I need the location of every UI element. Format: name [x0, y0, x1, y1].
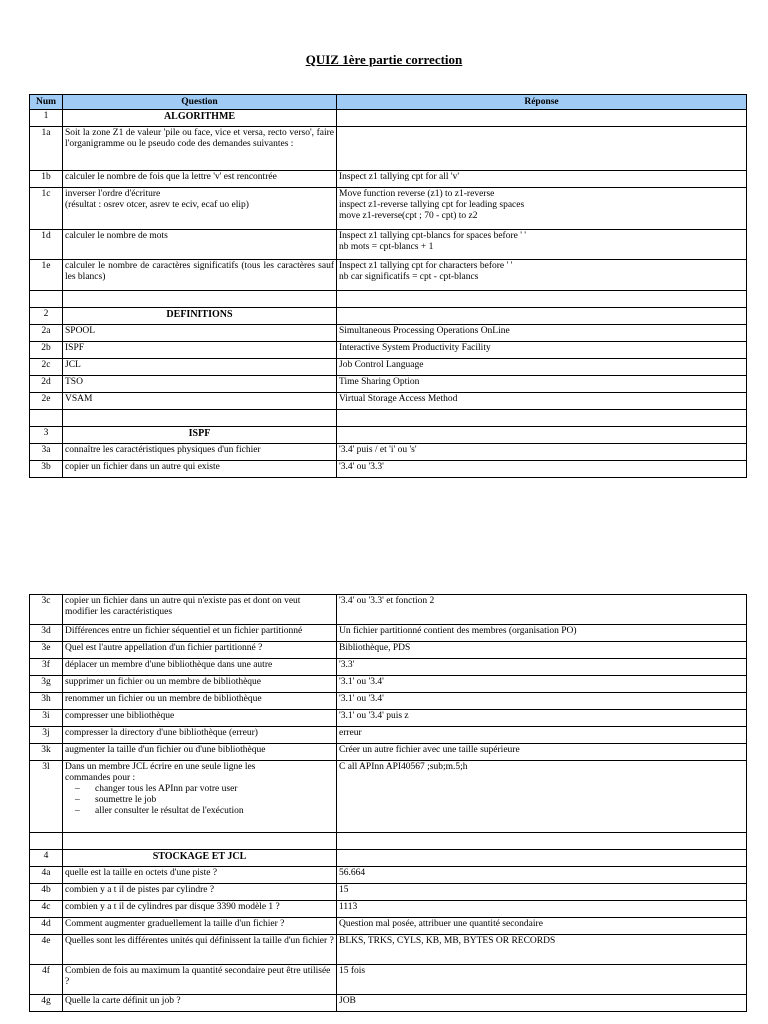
row-num: 3j	[30, 727, 63, 744]
row-answer: Bibliothèque, PDS	[337, 642, 747, 659]
row-num: 3b	[30, 461, 63, 478]
row-num: 3a	[30, 444, 63, 461]
table-row	[30, 995, 747, 1012]
table-row	[30, 642, 747, 659]
row-num: 2c	[30, 359, 63, 376]
empty-cell	[337, 410, 747, 427]
header-reponse: Réponse	[337, 95, 747, 110]
row-num: 1e	[30, 260, 63, 291]
row-answer: '3.4' puis / et 'i' ou 's'	[337, 444, 747, 461]
row-question: TSO	[63, 376, 337, 393]
section-title: STOCKAGE ET JCL	[63, 850, 337, 867]
row-answer: 1113	[337, 901, 747, 918]
row-question: JCL	[63, 359, 337, 376]
command-list	[65, 784, 334, 817]
row-question: copier un fichier dans un autre qui existe	[63, 461, 337, 478]
quiz-table-part-2	[29, 594, 747, 1012]
empty-cell	[337, 427, 747, 444]
row-answer	[337, 188, 747, 230]
question-line: inverser l'ordre d'écriture	[65, 189, 161, 199]
empty-cell	[63, 410, 337, 427]
table-row	[30, 359, 747, 376]
row-question	[63, 188, 337, 230]
row-answer: Simultaneous Processing Operations OnLine	[337, 325, 747, 342]
table-row	[30, 693, 747, 710]
section-row	[30, 308, 747, 325]
list-item: – soumettre le job	[95, 795, 334, 806]
row-answer: '3.4' ou '3.3'	[337, 461, 747, 478]
row-answer: erreur	[337, 727, 747, 744]
table-row	[30, 901, 747, 918]
row-num: 2b	[30, 342, 63, 359]
row-question: renommer un fichier ou un membre de bibliothèque	[63, 693, 337, 710]
row-answer: Interactive System Productivity Facility	[337, 342, 747, 359]
row-answer: Question mal posée, attribuer une quantité secondaire	[337, 918, 747, 935]
row-num: 1c	[30, 188, 63, 230]
row-answer: JOB	[337, 995, 747, 1012]
row-question: Soit la zone Z1 de valeur 'pile ou face, vice et versa, recto verso', faire l'organigramme ou le pseudo code des demandes suivantes :	[63, 127, 337, 171]
question-line: (résultat : osrev otcer, asrev te eciv, ecaf uo elip)	[65, 200, 249, 210]
row-num: 1b	[30, 171, 63, 188]
table-row	[30, 260, 747, 291]
row-question: calculer le nombre de mots	[63, 230, 337, 260]
table-row	[30, 710, 747, 727]
table-row	[30, 461, 747, 478]
empty-row	[30, 410, 747, 427]
empty-cell	[30, 291, 63, 308]
answer-line: move z1-reverse(cpt ; 70 - cpt) to z2	[339, 211, 478, 221]
table-row	[30, 744, 747, 761]
row-num: 3c	[30, 595, 63, 625]
row-answer: '3.1' ou '3.4'	[337, 676, 747, 693]
document-title: QUIZ 1ère partie correction	[305, 52, 463, 67]
section-row	[30, 427, 747, 444]
answer-line: Inspect z1 tallying cpt-blancs for spaces before ' '	[339, 231, 527, 241]
row-question: combien y a t il de pistes par cylindre ?	[63, 884, 337, 901]
table-row	[30, 171, 747, 188]
empty-cell	[30, 410, 63, 427]
row-answer: Créer un autre fichier avec une taille supérieure	[337, 744, 747, 761]
row-num: 4e	[30, 935, 63, 965]
table-row	[30, 444, 747, 461]
row-question: connaître les caractéristiques physiques d'un fichier	[63, 444, 337, 461]
row-answer: '3.3'	[337, 659, 747, 676]
row-num: 4g	[30, 995, 63, 1012]
section-num: 3	[30, 427, 63, 444]
table-row	[30, 230, 747, 260]
row-num: 4f	[30, 965, 63, 995]
row-num: 4a	[30, 867, 63, 884]
table-row	[30, 761, 747, 833]
section-num: 1	[30, 110, 63, 127]
row-num: 4d	[30, 918, 63, 935]
table-header-row	[30, 95, 747, 110]
table-row	[30, 188, 747, 230]
table-row	[30, 867, 747, 884]
row-answer: '3.1' ou '3.4' puis z	[337, 710, 747, 727]
row-answer	[337, 260, 747, 291]
row-num: 3i	[30, 710, 63, 727]
row-answer: Inspect z1 tallying cpt for all 'v'	[337, 171, 747, 188]
empty-cell	[63, 833, 337, 850]
table-row	[30, 625, 747, 642]
table-row	[30, 325, 747, 342]
section-title: DEFINITIONS	[63, 308, 337, 325]
answer-line: inspect z1-reverse tallying cpt for leading spaces	[339, 200, 525, 210]
list-item: – aller consulter le résultat de l'exécution	[95, 806, 334, 817]
table-row	[30, 884, 747, 901]
empty-cell	[30, 833, 63, 850]
row-num: 1d	[30, 230, 63, 260]
row-question: VSAM	[63, 393, 337, 410]
section-row	[30, 850, 747, 867]
row-num: 4c	[30, 901, 63, 918]
table-row	[30, 376, 747, 393]
answer-line: nb mots = cpt-blancs + 1	[339, 242, 434, 252]
answer-line: nb car significatifs = cpt - cpt-blancs	[339, 272, 479, 282]
row-num: 3l	[30, 761, 63, 833]
empty-cell	[337, 308, 747, 325]
section-row	[30, 110, 747, 127]
empty-cell	[63, 291, 337, 308]
table-row	[30, 676, 747, 693]
empty-cell	[337, 291, 747, 308]
table-row	[30, 342, 747, 359]
section-title: ALGORITHME	[63, 110, 337, 127]
question-line: commandes pour :	[65, 773, 136, 783]
row-question: compresser la directory d'une bibliothèque (erreur)	[63, 727, 337, 744]
quiz-table-part-1	[29, 94, 747, 478]
row-num: 2e	[30, 393, 63, 410]
row-answer: C all APInn API40567 ;sub;m.5;h	[337, 761, 747, 833]
section-num: 2	[30, 308, 63, 325]
row-question: calculer le nombre de fois que la lettre 'v' est rencontrée	[63, 171, 337, 188]
row-answer: Time Sharing Option	[337, 376, 747, 393]
row-question: calculer le nombre de caractères significatifs (tous les caractères sauf les blancs)	[63, 260, 337, 291]
row-answer	[337, 127, 747, 171]
row-answer: Job Control Language	[337, 359, 747, 376]
table-row	[30, 127, 747, 171]
section-title: ISPF	[63, 427, 337, 444]
answer-line: Inspect z1 tallying cpt for characters before ' '	[339, 261, 513, 271]
list-item: – changer tous les APInn par votre user	[95, 784, 334, 795]
row-num: 3e	[30, 642, 63, 659]
row-answer: Un fichier partitionné contient des membres (organisation PO)	[337, 625, 747, 642]
table-row	[30, 918, 747, 935]
row-question: copier un fichier dans un autre qui n'existe pas et dont on veut modifier les caractéristiques	[63, 595, 337, 625]
row-num: 3d	[30, 625, 63, 642]
row-answer: 15	[337, 884, 747, 901]
empty-cell	[337, 833, 747, 850]
row-question: Quel est l'autre appellation d'un fichier partitionné ?	[63, 642, 337, 659]
row-num: 1a	[30, 127, 63, 171]
header-num: Num	[30, 95, 63, 110]
row-question: ISPF	[63, 342, 337, 359]
row-question: augmenter la taille d'un fichier ou d'une bibliothèque	[63, 744, 337, 761]
row-question: supprimer un fichier ou un membre de bibliothèque	[63, 676, 337, 693]
row-answer: '3.4' ou '3.3' et fonction 2	[337, 595, 747, 625]
table-row	[30, 393, 747, 410]
row-num: 3f	[30, 659, 63, 676]
empty-cell	[337, 110, 747, 127]
row-question: Combien de fois au maximum la quantité secondaire peut être utilisée ?	[63, 965, 337, 995]
row-num: 4b	[30, 884, 63, 901]
row-question: Comment augmenter graduellement la taille d'un fichier ?	[63, 918, 337, 935]
table-row	[30, 965, 747, 995]
row-question	[63, 761, 337, 833]
row-num: 2a	[30, 325, 63, 342]
header-question: Question	[63, 95, 337, 110]
section-num: 4	[30, 850, 63, 867]
row-num: 3k	[30, 744, 63, 761]
row-num: 2d	[30, 376, 63, 393]
row-question: combien y a t il de cylindres par disque 3390 modèle 1 ?	[63, 901, 337, 918]
table-row	[30, 659, 747, 676]
question-line: Dans un membre JCL écrire en une seule ligne les	[65, 762, 256, 772]
row-answer: 15 fois	[337, 965, 747, 995]
table-row	[30, 935, 747, 965]
row-question: quelle est la taille en octets d'une piste ?	[63, 867, 337, 884]
empty-row	[30, 291, 747, 308]
row-question: Différences entre un fichier séquentiel et un fichier partitionné	[63, 625, 337, 642]
row-question: SPOOL	[63, 325, 337, 342]
row-answer	[337, 230, 747, 260]
table-row	[30, 595, 747, 625]
row-question: déplacer un membre d'une bibliothèque dans une autre	[63, 659, 337, 676]
row-answer: BLKS, TRKS, CYLS, KB, MB, BYTES OR RECORDS	[337, 935, 747, 965]
row-question: compresser une bibliothèque	[63, 710, 337, 727]
answer-line: Move function reverse (z1) to z1-reverse	[339, 189, 495, 199]
empty-cell	[337, 850, 747, 867]
row-question: Quelles sont les différentes unités qui définissent la taille d'un fichier ?	[63, 935, 337, 965]
table-row	[30, 727, 747, 744]
row-num: 3h	[30, 693, 63, 710]
empty-row	[30, 833, 747, 850]
row-question: Quelle la carte définit un job ?	[63, 995, 337, 1012]
row-answer: '3.1' ou '3.4'	[337, 693, 747, 710]
row-answer: 56.664	[337, 867, 747, 884]
row-answer: Virtual Storage Access Method	[337, 393, 747, 410]
row-num: 3g	[30, 676, 63, 693]
